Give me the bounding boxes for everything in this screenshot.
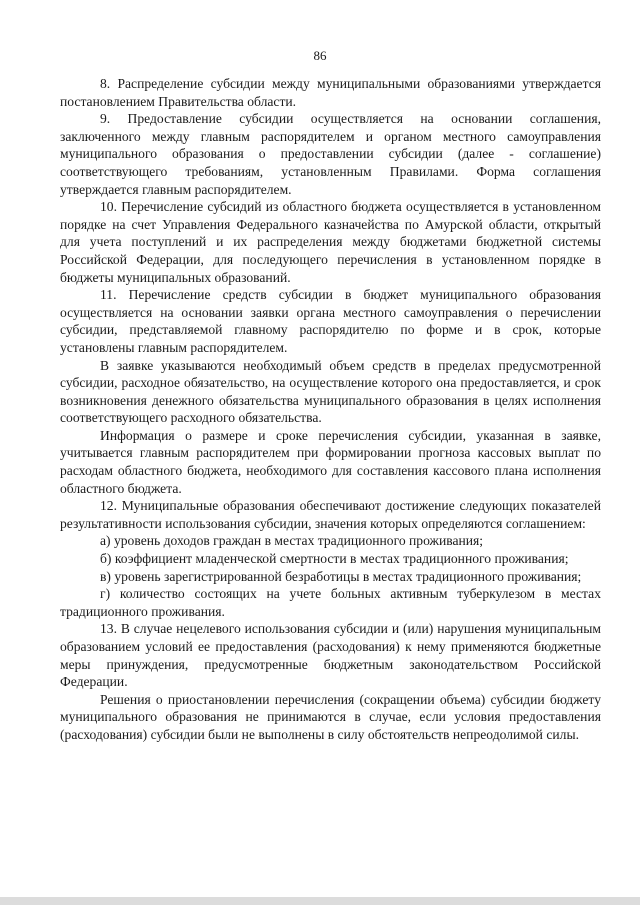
paragraph-11-info: Информация о размере и сроке перечисления субсидии, указанная в заявке, учитывается главным распорядителем при формировании прогноза кассовых выплат по расходам областного бюджета, необходимого для составления кассового плана исполнения областного бюджета. [60,427,601,496]
document-body [60,75,601,744]
paragraph-9: 9. Предоставление субсидии осуществляется на основании соглашения, заключенного между главным распорядителем и органом местного самоуправления муниципального образования о предоставлении субсидии (далее - соглашение) соответствующего требованиям, установленным Правилами. Форма соглашения утверждается главным распорядителем. [60,111,601,197]
paragraph-8: 8. Распределение субсидии между муниципальными образованиями утверждается постановлением Правительства области. [60,76,601,109]
page-number: 86 [313,48,327,63]
indicator-a: а) уровень доходов граждан в местах традиционного проживания; [100,533,484,549]
paragraph-10: 10. Перечисление субсидий из областного бюджета осуществляется в установленном порядке на счет Управления Федерального казначейства по Амурской области, открытый для учета поступлений и их распределения между бюджетами бюджетной системы Российской Федерации, для последующего перечисления в установленном порядке в бюджеты муниципальных образований. [60,199,601,285]
indicator-v: в) уровень зарегистрированной безработицы в местах традиционного проживания; [100,568,582,584]
indicator-b: б) коэффициент младенческой смертности в местах традиционного проживания; [100,551,569,567]
paragraph-11: 11. Перечисление средств субсидии в бюджет муниципального образования осуществляется на основании заявки органа местного самоуправления о перечислении субсидии, представляемой главному распорядителю по форме и в срок, которые установлены главным распорядителем. [60,287,601,355]
paragraph-12: 12. Муниципальные образования обеспечивают достижение следующих показателей результативности использования субсидии, значения которых определяются соглашением: [60,498,601,531]
paragraph-11-request: В заявке указываются необходимый объем средств в пределах предусмотренной субсидии, расходное обязательство, на осуществление которого она предоставляется, и срок возникновения денежного обязательства муниципального образования в целях исполнения соответствующего расходного обязательства. [60,357,601,426]
indicator-g: г) количество состоящих на учете больных активным туберкулезом в местах традиционного проживания. [60,586,601,619]
paragraph-13-decisions: Решения о приостановлении перечисления (сокращении объема) субсидии бюджету муниципального образования не принимаются в случае, если условия предоставления (расходования) субсидии были не выполнены в силу обстоятельств непреодолимой силы. [60,691,601,742]
scan-edge [0,897,640,905]
paragraph-13: 13. В случае нецелевого использования субсидии и (или) нарушения муниципальным образованием условий ее предоставления (расходования) к нему применяются бюджетные меры принуждения, предусмотренные бюджетным законодательством Российской Федерации. [60,621,601,690]
